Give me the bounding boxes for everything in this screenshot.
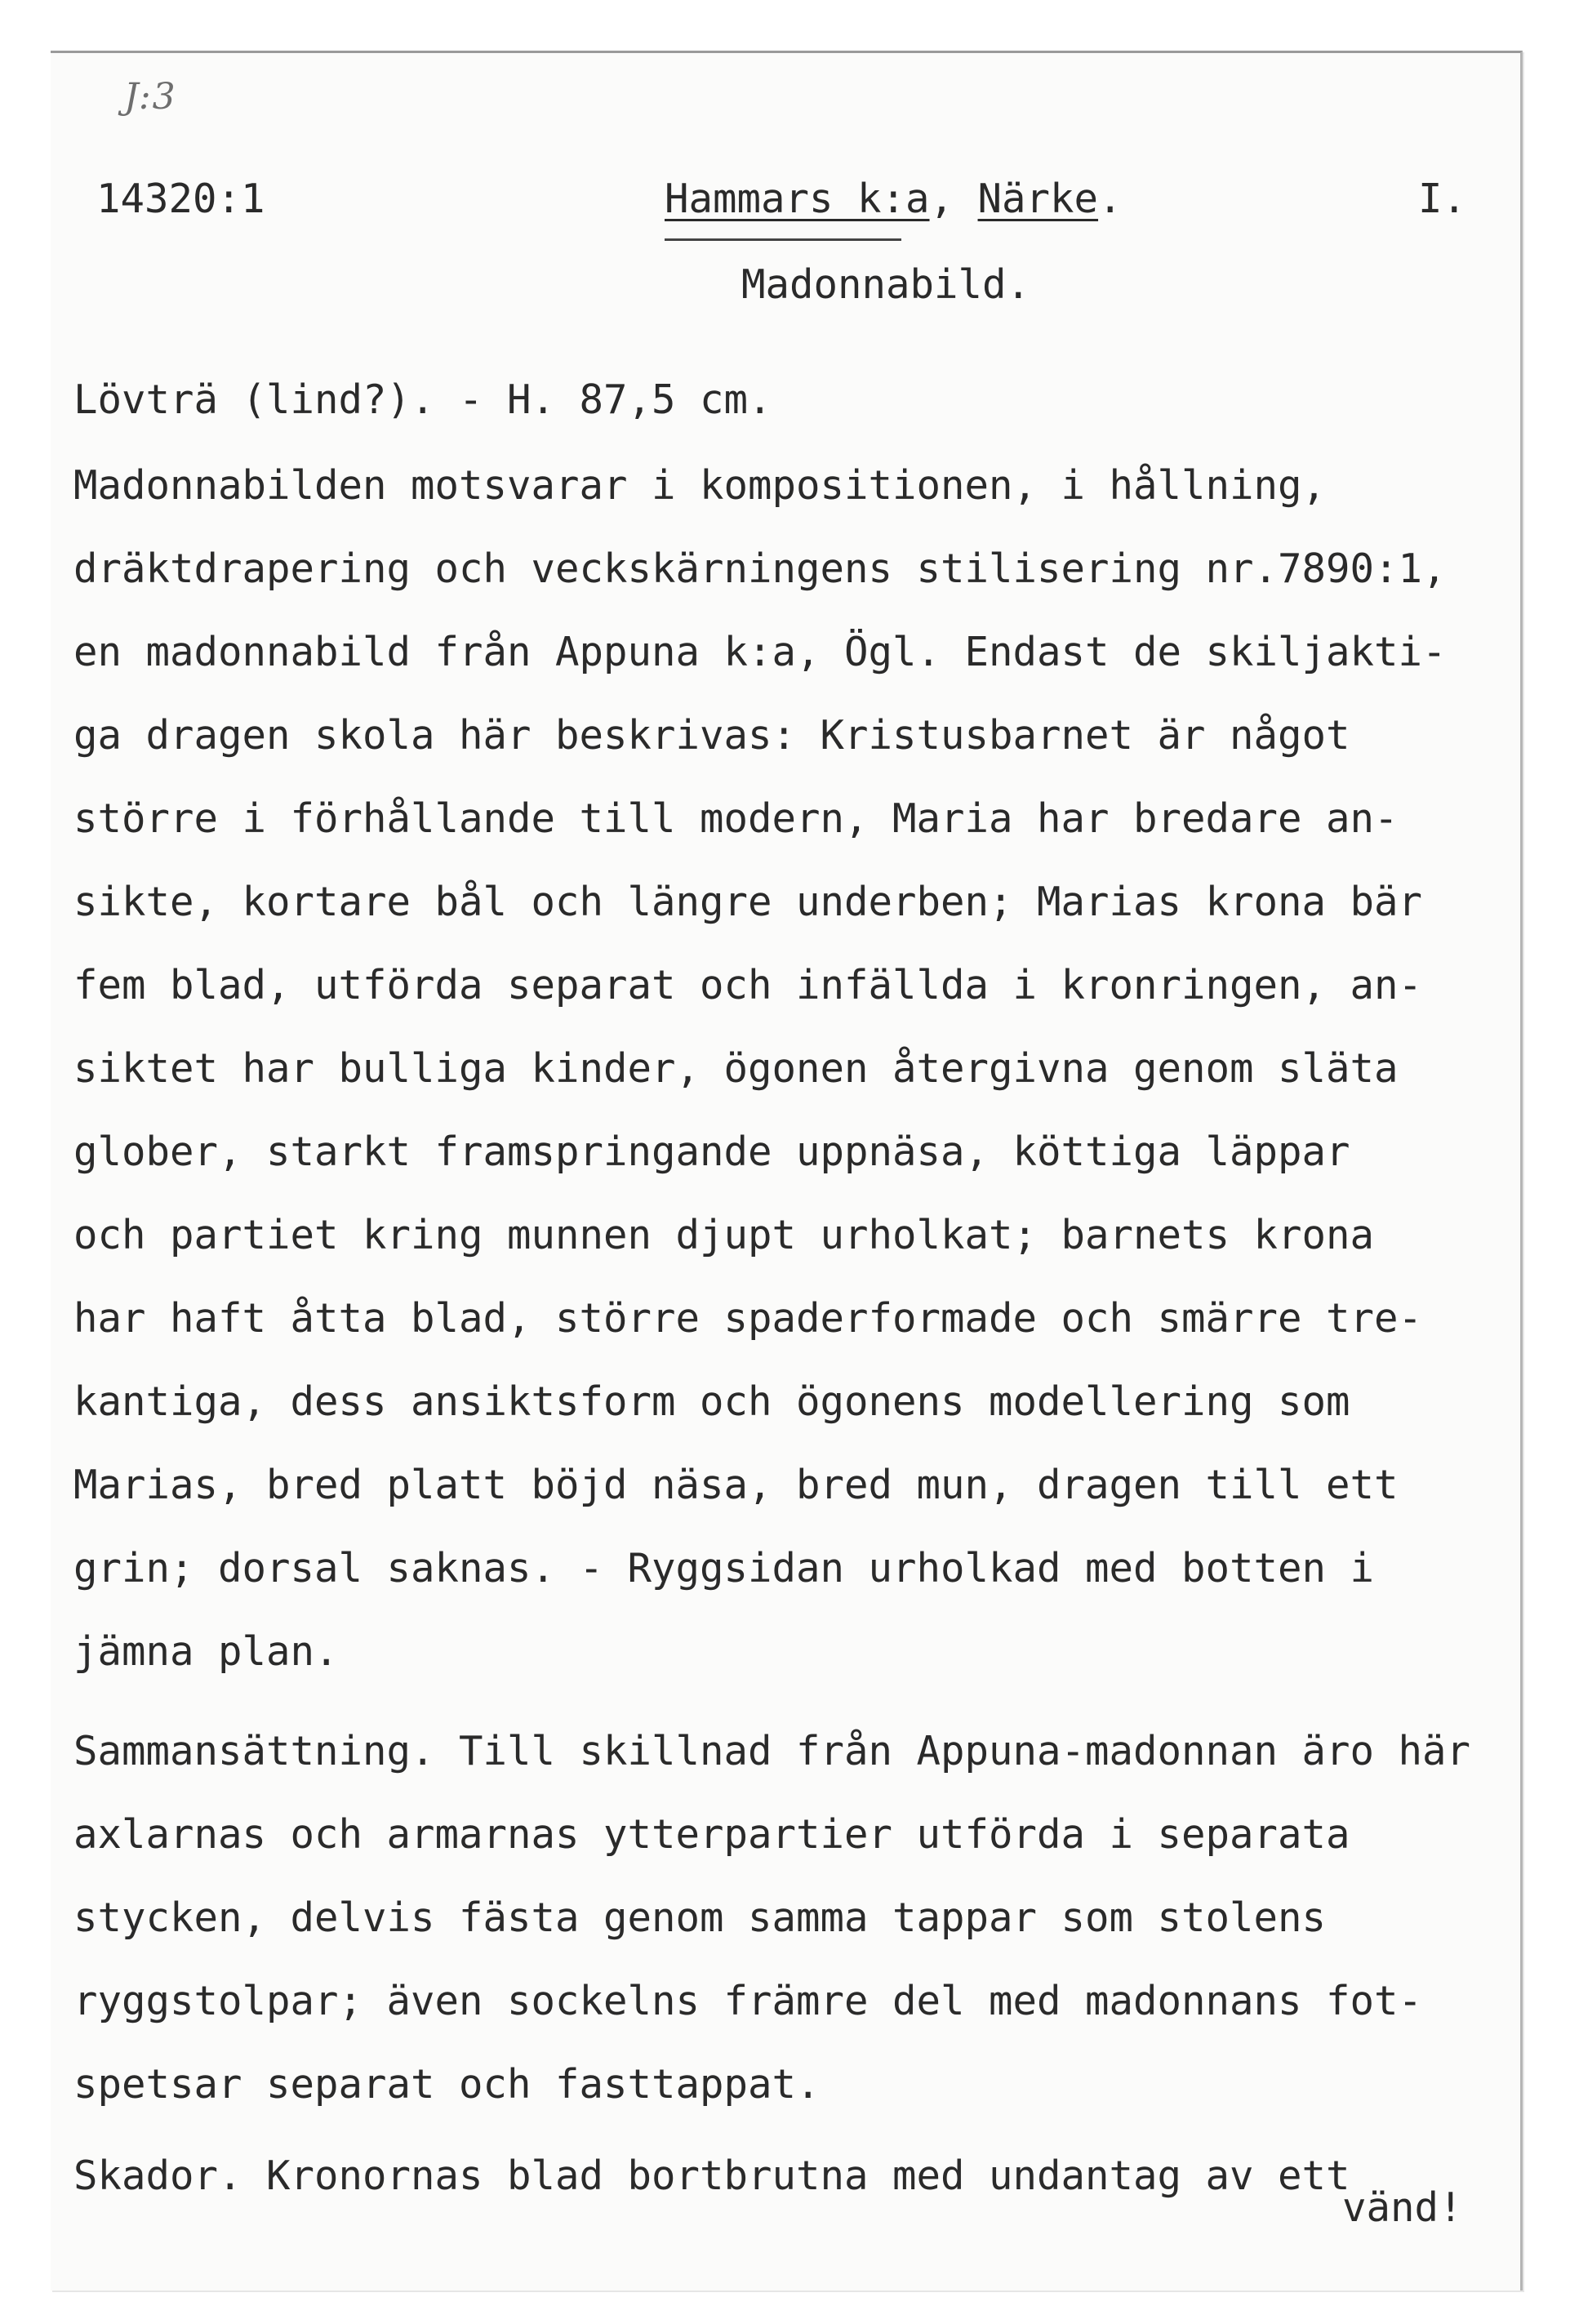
catalog-number: 14320:1 bbox=[96, 176, 265, 222]
text-line: grin; dorsal saknas. - Ryggsidan urholkad med botten i bbox=[73, 1545, 1375, 1592]
text-line: axlarnas och armarnas ytterpartier utförda i separata bbox=[73, 1811, 1350, 1858]
text-line: fem blad, utförda separat och infällda i kronringen, an- bbox=[73, 962, 1423, 1008]
text-line: kantiga, dess ansiktsform och ögonens modellering som bbox=[73, 1378, 1350, 1425]
heading-rule bbox=[665, 238, 901, 241]
text-line: siktet har bulliga kinder, ögonen återgivna genom släta bbox=[73, 1045, 1399, 1092]
handwritten-note: J:3 bbox=[124, 76, 177, 118]
text-line: och partiet kring munnen djupt urholkat; barnets krona bbox=[73, 1212, 1375, 1258]
place-separator: , bbox=[929, 176, 978, 222]
text-line: sikte, kortare bål och längre underben; Marias krona bär bbox=[73, 879, 1423, 925]
text-line: har haft åtta blad, större spaderformade och smärre tre- bbox=[73, 1295, 1423, 1342]
text-line-material: Lövträ (lind?). - H. 87,5 cm. bbox=[73, 376, 772, 423]
object-title: Madonnabild. bbox=[741, 261, 1031, 308]
card-sequence: I. bbox=[1418, 176, 1467, 222]
text-line: en madonnabild från Appuna k:a, Ögl. Endast de skiljakti- bbox=[73, 629, 1447, 675]
text-line: Marias, bred platt böjd näsa, bred mun, dragen till ett bbox=[73, 1462, 1399, 1508]
text-line: dräktdrapering och veckskärningens stilisering nr.7890:1, bbox=[73, 545, 1447, 592]
text-line: glober, starkt framspringande uppnäsa, köttiga läppar bbox=[73, 1129, 1350, 1175]
text-line: Madonnabilden motsvarar i kompositionen, i hållning, bbox=[73, 462, 1327, 509]
text-line: spetsar separat och fasttappat. bbox=[73, 2061, 821, 2108]
turn-over-note: vänd! bbox=[1342, 2184, 1463, 2231]
text-line: stycken, delvis fästa genom samma tappar som stolens bbox=[73, 1894, 1327, 1941]
place-period: . bbox=[1098, 176, 1123, 222]
text-line: ga dragen skola här beskrivas: Kristusbarnet är något bbox=[73, 712, 1350, 759]
place-heading bbox=[665, 176, 1123, 222]
province-name: Närke bbox=[977, 176, 1099, 222]
text-line: Sammansättning. Till skillnad från Appuna-madonnan äro här bbox=[73, 1728, 1471, 1774]
catalog-card bbox=[51, 51, 1523, 2291]
text-line: jämna plan. bbox=[73, 1628, 339, 1675]
church-name: Hammars k:a bbox=[665, 176, 930, 222]
text-line: ryggstolpar; även sockelns främre del med madonnans fot- bbox=[73, 1978, 1423, 2024]
text-line: större i förhållande till modern, Maria har bredare an- bbox=[73, 795, 1399, 842]
text-line: Skador. Kronornas blad bortbrutna med undantag av ett bbox=[73, 2153, 1350, 2199]
